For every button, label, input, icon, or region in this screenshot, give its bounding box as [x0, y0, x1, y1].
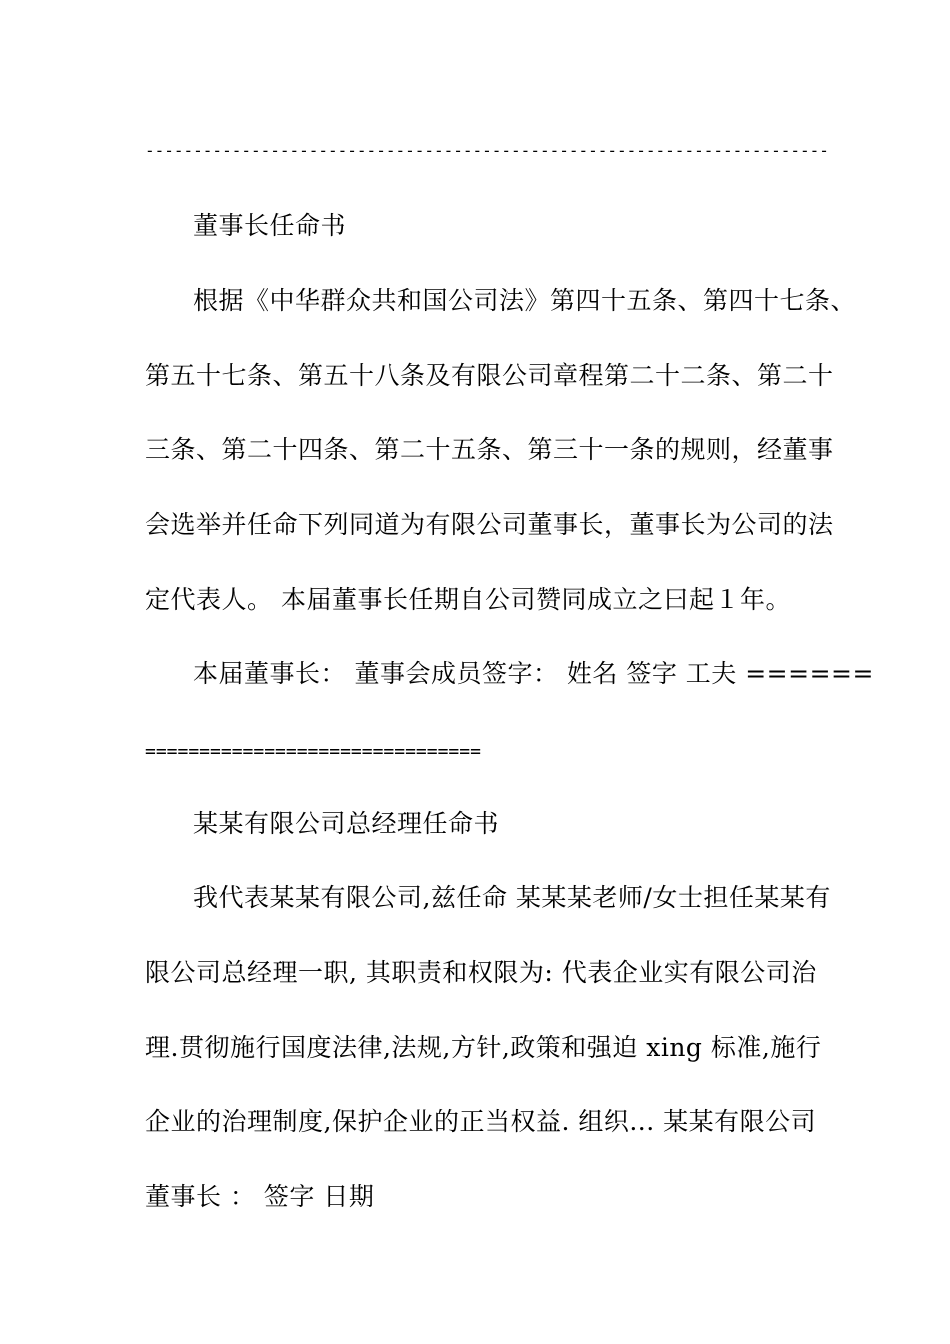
top-separator: -----------------------------------------------------------------------	[145, 141, 829, 160]
section1-body-line-4: 会选举并任命下列同道为有限公司董事长，董事长为公司的法	[145, 510, 834, 539]
section2-body-line-4: 企业的治理制度,保护企业的正当权益. 组织... 某某有限公司	[145, 1107, 817, 1136]
section1-body-line-3: 三条、第二十四条、第二十五条、第三十一条的规则，经董事	[145, 435, 834, 464]
mid-separator: ===============================	[145, 741, 481, 762]
section2-body-line-2: 限公司总经理一职, 其职责和权限为: 代表企业实有限公司治	[145, 958, 817, 987]
section1-body-line-5: 定代表人。 本届董事长任期自公司赞同成立之曰起１年。	[145, 585, 791, 614]
section1-signature-line: 本届董事长： 董事会成员签字： 姓名 签字 工夫 ======	[193, 659, 874, 688]
section2-body-line-3: 理.贯彻施行国度法律,法规,方针,政策和强迫 xing 标准,施行	[145, 1033, 822, 1062]
section2-title: 某某有限公司总经理任命书	[193, 809, 500, 838]
section1-body-line-2: 第五十七条、第五十八条及有限公司章程第二十二条、第二十	[145, 361, 834, 390]
section2-signature-line: 董事长 ： 签字 日期	[145, 1182, 375, 1211]
section1-title: 董事长任命书	[193, 211, 347, 240]
section1-body-line-1: 根据《中华群众共和国公司法》第四十五条、第四十七条、	[193, 286, 857, 315]
section2-body-line-1: 我代表某某有限公司,兹任命 某某某老师/女士担任某某有	[193, 883, 831, 912]
